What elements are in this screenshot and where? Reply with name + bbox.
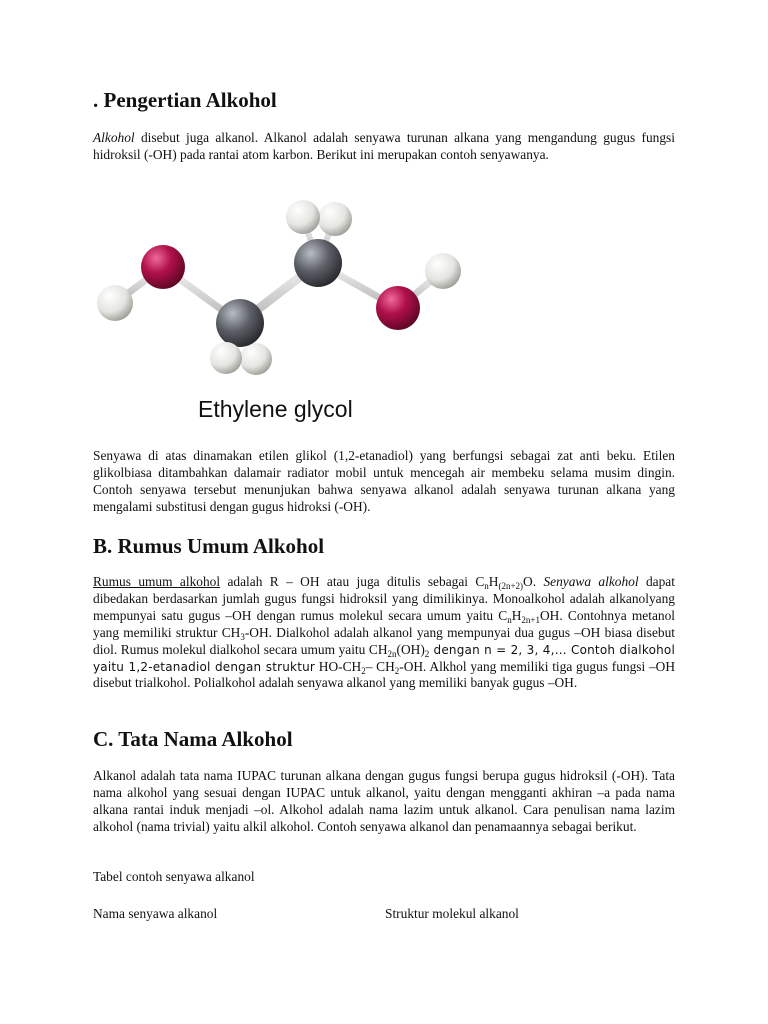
- figure-caption: Ethylene glycol: [198, 396, 353, 422]
- hydrogen-atom: [97, 285, 133, 321]
- table-title: Tabel contoh senyawa alkanol: [93, 869, 255, 884]
- rumus-umum-link[interactable]: Rumus umum alkohol: [93, 574, 221, 589]
- hydrogen-atom: [210, 342, 242, 374]
- intro-paragraph: [93, 130, 675, 164]
- oxygen-atom: [141, 245, 185, 289]
- column-header-structure: Struktur molekul alkanol: [385, 906, 519, 921]
- heading-rumus-umum: B. Rumus Umum Alkohol: [93, 534, 325, 558]
- hydrogen-atom: [318, 202, 352, 236]
- column-header-name: Nama senyawa alkanol: [93, 906, 218, 921]
- tata-nama-paragraph: Alkanol adalah tata nama IUPAC turunan alkana dengan gugus fungsi berupa gugus hidroksil (-OH). Tata nama alkohol yang sesuai dengan IUPAC untuk alkanol, yaitu dengan mengganti akhiran –a pada nama alkana rantai induk menjadi –ol. Alkohol adalah nama lazim untuk alkanol. Cara penulisan nama lazim alkohol (nama trivial) yaitu alkil alkohol. Contoh senyawa alkanol dan penamaannya sebagai berikut.: [93, 768, 675, 834]
- oxygen-atom: [376, 286, 420, 330]
- intro-italic: Alkohol: [93, 130, 135, 145]
- heading-pengertian: . Pengertian Alkohol: [93, 88, 277, 112]
- rumus-paragraph: Rumus umum alkohol adalah R – OH atau juga ditulis sebagai $C_nH_{(2n+2)}O$. Senyawa alkohol dapat dibedakan berdasarkan jumlah gugus fungsi hidroksil yang dimilikinya. Monoalkohol adalah alkanolyang mempunyai satu gugus –OH dengan rumus molekul secara umum yaitu $C_nH_{2n+1}OH$. Contohnya metanol yang memiliki struktur $CH_3-OH$. Dialkohol adalah alkanol yang mempunyai dua gugus –OH biasa disebut diol. Rumus molekul dialkohol secara umum yaitu $CH_{2n}(OH)_2$ dengan n = 2, 3, 4,… Contoh dialkohol yaitu 1,2-etanadiol dengan struktur $HO-CH_2-$ $CH_2-OH$. Alkhol yang memiliki tiga gugus fungsi –OH disebut trialkohol. Polialkohol adalah senyawa alkanol yang memiliki banyak gugus –OH.: [93, 574, 676, 691]
- heading-tata-nama: C. Tata Nama Alkohol: [93, 727, 293, 751]
- hydrogen-atom: [425, 253, 461, 289]
- ethylene-glycol-figure: [93, 195, 473, 430]
- carbon-atom: [294, 239, 342, 287]
- hydrogen-atom: [240, 343, 272, 375]
- intro-text: disebut juga alkanol. Alkanol adalah senyawa turunan alkana yang mengandung gugus fungsi hidroksil (-OH) pada rantai atom karbon. Berikut ini merupakan contoh senyawanya.: [93, 130, 675, 162]
- carbon-atom: [216, 299, 264, 347]
- hydrogen-atom: [286, 200, 320, 234]
- ethylene-glycol-paragraph: Senyawa di atas dinamakan etilen glikol (1,2-etanadiol) yang berfungsi sebagai zat anti beku. Etilen glikolbiasa ditambahkan dalamair radiator mobil untuk mencegah air membeku selama musim dingin. Contoh senyawa tersebut menunjukan bahwa senyawa alkanol adalah senyawa turunan alkana yang mengalami substitusi dengan gugus hidroksi (-OH).: [93, 448, 675, 514]
